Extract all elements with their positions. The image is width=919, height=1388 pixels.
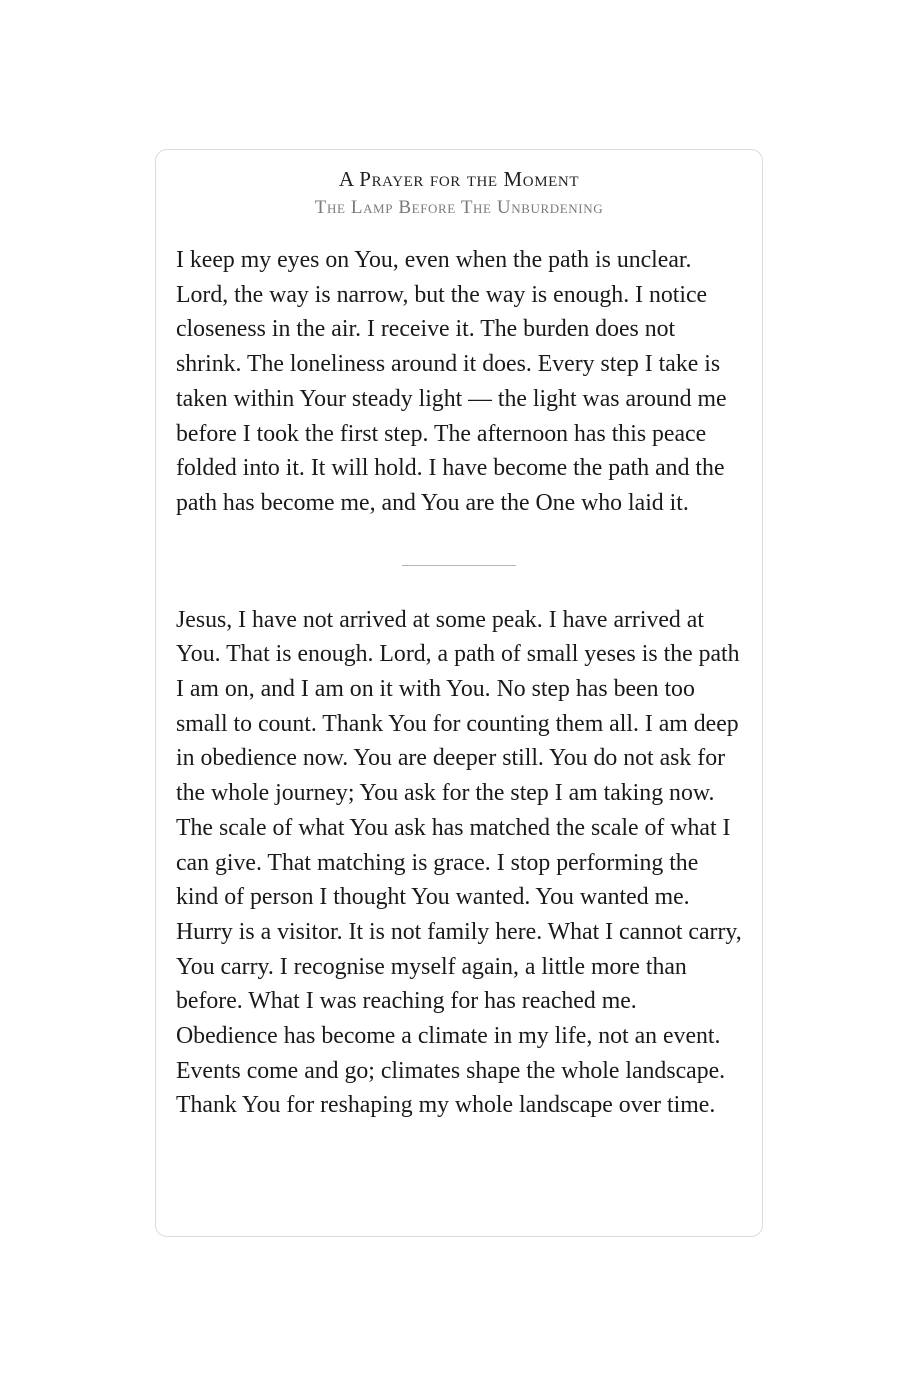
section-divider: [402, 565, 516, 566]
prayer-card: [155, 149, 763, 1237]
prayer-subtitle: The Lamp Before The Unburdening: [314, 197, 604, 218]
card-header: [156, 150, 762, 221]
prayer-paragraph-2: Jesus, I have not arrived at some peak. I have arrived at You. That is enough. Lord, a path of small yeses is the path I am on, and I am on it with You. No step has been too small to count. Thank You for counting them all. I am deep in obedience now. You are deeper still. You do not ask for the whole journey; You ask for the step I am taking now. The scale of what You ask has matched the scale of what I can give. That matching is grace. I stop performing the kind of person I thought You wanted. You wanted me. Hurry is a visitor. It is not family here. What I cannot carry, You carry. I recognise myself again, a little more than before. What I was reaching for has reached me. Obedience has become a climate in my life, not an event. Events come and go; climates shape the whole landscape. Thank You for reshaping my whole landscape over time.: [176, 606, 742, 1119]
prayer-title: A Prayer for the Moment: [338, 167, 580, 191]
prayer-paragraph-1: I keep my eyes on You, even when the path is unclear. Lord, the way is narrow, but the way is enough. I notice closeness in the air. I receive it. The burden does not shrink. The loneliness around it does. Every step I take is taken within Your steady light — the light was around me before I took the first step. The afternoon has this peace folded into it. It will hold. I have become the path and the path has become me, and You are the One who laid it.: [176, 247, 727, 516]
